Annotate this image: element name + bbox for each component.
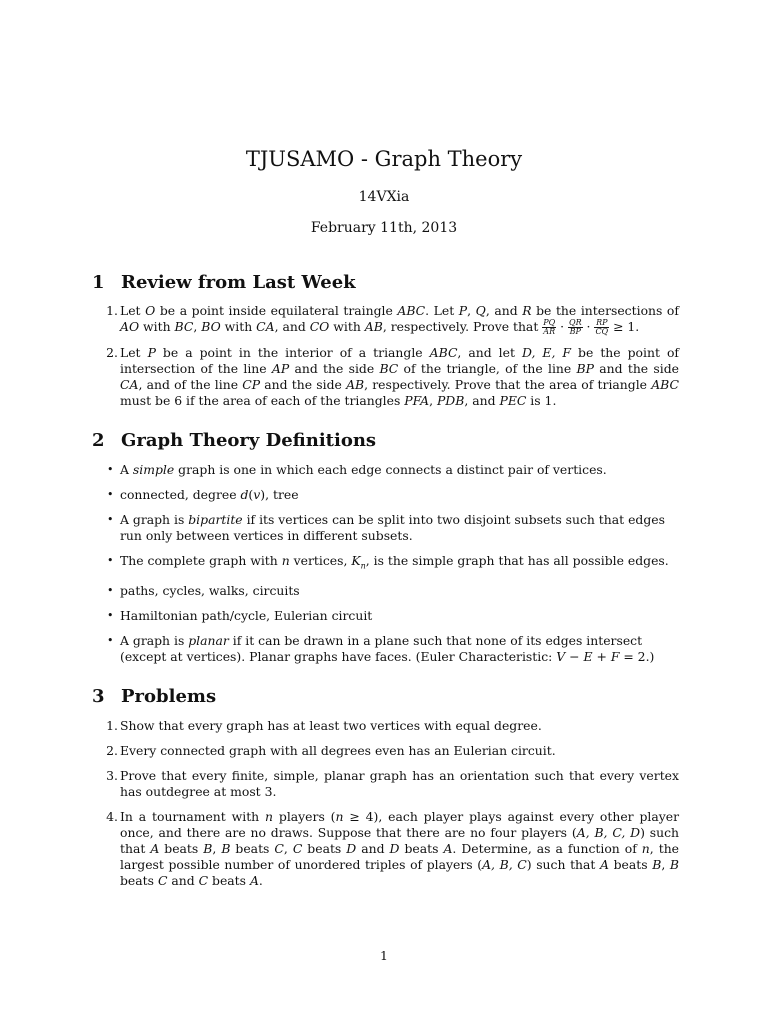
bullet-icon: • <box>107 463 114 476</box>
section-heading-problems <box>92 686 216 708</box>
list-item: 2. Let P be a point in the interior of a triangle ABC, and let D, E, F be the point of intersection of the line AP and the side BC of the triangle, of the line BP and the side CA, and of the line CP and the side AB, respectively. Prove that the area of triangle ABC must be 6 if the area of each of the triangles PFA, PDB, and PEC is 1. <box>106 345 679 408</box>
bullet-icon: • <box>107 513 114 526</box>
list-item: • Hamiltonian path/cycle, Eulerian circuit <box>107 608 373 624</box>
bullet-icon: • <box>107 488 114 501</box>
section-title: Graph Theory Definitions <box>121 430 377 451</box>
problems-list <box>106 718 679 898</box>
document-author: 14VXia <box>358 189 410 205</box>
list-item: • paths, cycles, walks, circuits <box>107 583 300 599</box>
section-heading-definitions <box>92 430 376 452</box>
fraction: $\frac{PQ}{AR}$ <box>543 318 556 336</box>
bullet-icon: • <box>107 609 114 623</box>
list-item: • A graph is planar if it can be drawn in a plane such that none of its edges intersect (except at vertices). Planar graphs have faces. (Euler Characteristic: V − E + F = 2.) <box>107 633 655 665</box>
section-title: Review from Last Week <box>121 272 356 293</box>
list-item: • A simple graph is one in which each edge connects a distinct pair of vertices. <box>107 462 607 477</box>
bullet-icon: • <box>107 584 114 598</box>
bullet-icon: • <box>107 554 114 567</box>
definitions-list <box>106 462 679 674</box>
section-title: Problems <box>121 686 217 707</box>
list-item: 1. Let O be a point inside equilateral traingle ABC. Let P, Q, and R be the intersections of AO with BC, BO with CA, and CO with AB, respectively. Prove that $\frac{PQ}{AR}$ · $\frac{QR}{BP}$ · $\frac{RP}{CQ}$ ≥ 1. <box>106 303 679 336</box>
section-number: 2 <box>92 430 105 451</box>
list-item: • The complete graph with n vertices, $K_n$, is the simple graph that has all possible edges. <box>107 553 669 571</box>
fraction: $\frac{RP}{CQ}$ <box>595 318 609 336</box>
fraction: $\frac{QR}{BP}$ <box>569 318 582 336</box>
list-item: 4. In a tournament with n players (n ≥ 4), each player plays against every other player once, and there are no draws. Suppose that there are no four players (A, B, C, D) such that A beats B, B beats C, C beats D and D beats A. Determine, as a function of n, the largest possible number of unordered triples of players (A, B, C) such that A beats B, B beats C and C beats A. <box>106 809 680 888</box>
section-heading-review <box>92 272 356 294</box>
list-item: • connected, degree d(v), tree <box>107 487 299 502</box>
review-list <box>106 303 679 418</box>
list-item: 3. Prove that every finite, simple, planar graph has an orientation such that every vertex has outdegree at most 3. <box>106 768 679 799</box>
list-item: 1. Show that every graph has at least two vertices with equal degree. <box>106 718 542 733</box>
list-item: • A graph is bipartite if its vertices can be split into two disjoint subsets such that edges run only between vertices in different subsets. <box>107 512 665 543</box>
document-date: February 11th, 2013 <box>310 220 458 236</box>
list-item: 2. Every connected graph with all degrees even has an Eulerian circuit. <box>106 743 556 758</box>
section-number: 1 <box>92 272 105 293</box>
bullet-icon: • <box>107 634 114 648</box>
section-number: 3 <box>92 686 105 707</box>
page-number: 1 <box>380 948 388 963</box>
document-title: TJUSAMO - Graph Theory <box>245 147 523 171</box>
